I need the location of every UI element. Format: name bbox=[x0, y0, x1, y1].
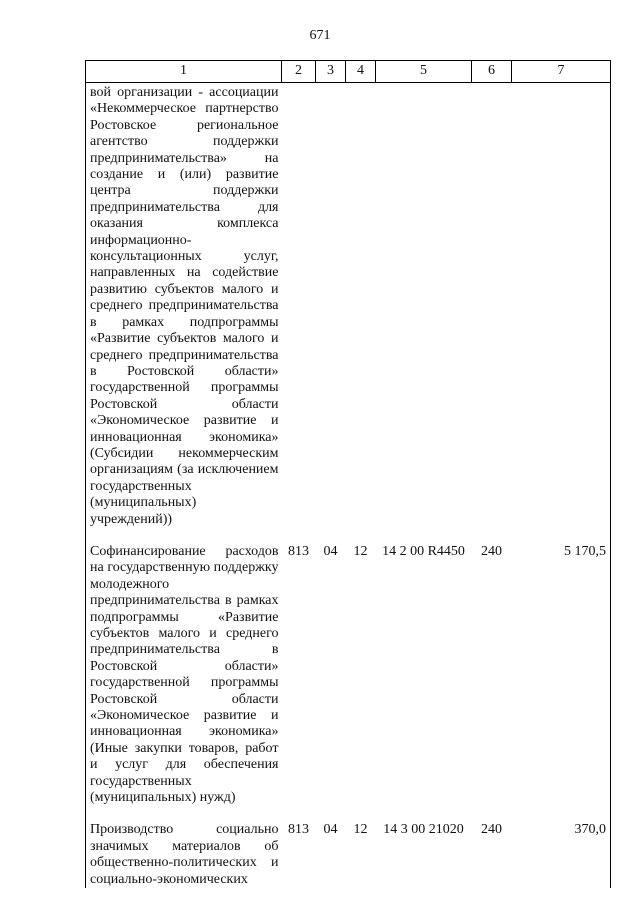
row-expense-type bbox=[472, 83, 512, 528]
budget-table bbox=[85, 60, 611, 888]
row-target: 14 3 00 21020 bbox=[383, 822, 464, 838]
column-header-ministry: 2 bbox=[282, 61, 316, 83]
row-ministry: 813 bbox=[288, 822, 309, 838]
row-amount bbox=[512, 83, 611, 528]
page-number: 671 bbox=[309, 28, 331, 43]
table-header-row bbox=[86, 61, 611, 83]
column-header-amount: 7 bbox=[512, 61, 611, 83]
row-amount: 370,0 bbox=[512, 822, 611, 888]
row-ministry: 813 bbox=[288, 543, 309, 559]
row-subsection: 12 bbox=[353, 543, 368, 559]
table-row bbox=[86, 822, 611, 888]
row-spacer bbox=[86, 528, 611, 544]
row-subsection bbox=[346, 83, 376, 528]
column-header-section: 3 bbox=[316, 61, 346, 83]
row-amount: 5 170,5 bbox=[512, 544, 611, 807]
row-section: 04 bbox=[323, 543, 338, 559]
row-section: 04 bbox=[323, 822, 338, 838]
table-row bbox=[86, 83, 611, 528]
row-target: 14 2 00 R4450 bbox=[382, 543, 465, 559]
row-name: вой организации - ассоциации «Некоммерческое партнерство Ростовское региональное агентство поддержки предпринимательства» на создание и (или) развитие центра поддержки предпринимательства для оказания комплекса информационно-консультационных услуг, направленных на содействие развитию субъектов малого и среднего предпринимательства в рамках подпрограммы «Развитие субъектов малого и среднего предпринимательства в Ростовской области» государственной программы Ростовской области «Экономическое развитие и инновационная экономика» (Субсидии некоммерческим организациям (за исключением государственных (муниципальных) учреждений)) bbox=[86, 83, 282, 528]
table-row bbox=[86, 544, 611, 807]
column-header-target: 5 bbox=[376, 61, 472, 83]
row-spacer bbox=[86, 806, 611, 822]
column-header-subsection: 4 bbox=[346, 61, 376, 83]
row-subsection: 12 bbox=[353, 822, 368, 838]
row-expense-type: 240 bbox=[481, 543, 502, 559]
row-target bbox=[376, 83, 472, 528]
row-section bbox=[316, 83, 346, 528]
row-ministry bbox=[282, 83, 316, 528]
row-name: Производство социально значимых материалов об общественно-политических и социально-экономических bbox=[86, 822, 282, 888]
column-header-name: 1 bbox=[86, 61, 282, 83]
column-header-expense-type: 6 bbox=[472, 61, 512, 83]
row-name: Софинансирование расходов на государственную поддержку молодежного предпринимательства в рамках подпрограммы «Развитие субъектов малого и среднего предпринимательства в Ростовской области» государственной программы Ростовской области «Экономическое развитие и инновационная экономика» (Иные закупки товаров, работ и услуг для обеспечения государственных (муниципальных) нужд) bbox=[86, 544, 282, 807]
row-expense-type: 240 bbox=[481, 822, 502, 838]
